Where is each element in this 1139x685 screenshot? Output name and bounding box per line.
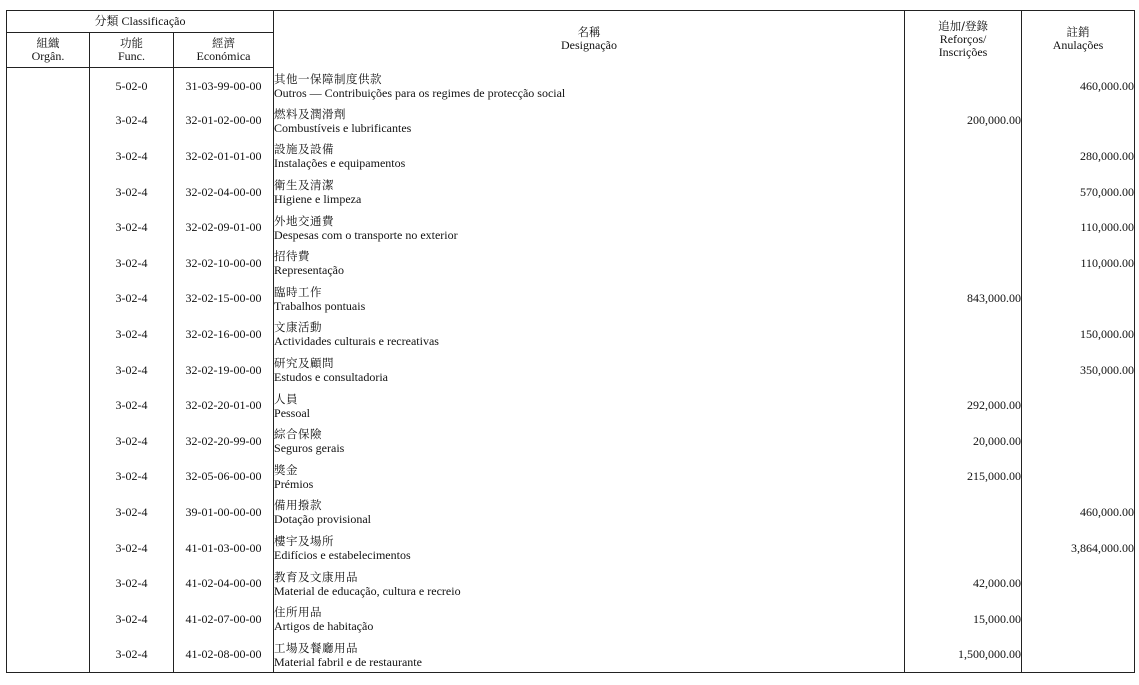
func-code-cell: 3-02-4: [90, 637, 174, 673]
func-code-cell: 5-02-0: [90, 68, 174, 104]
reforco-cell: 1,500,000.00: [905, 637, 1022, 673]
designation-zh: 燃料及潤滑劑: [274, 106, 347, 121]
reforco-cell: [905, 68, 1022, 104]
anulacao-cell: 150,000.00: [1022, 317, 1135, 353]
func-code-cell: 3-02-4: [90, 495, 174, 531]
table-row: [7, 352, 1135, 388]
reforco-cell: [905, 530, 1022, 566]
designation-pt: Seguros gerais: [274, 441, 345, 456]
table-row: [7, 530, 1135, 566]
organ-cell: [7, 210, 90, 246]
table-row: [7, 68, 1135, 104]
designation-zh: 獎金: [274, 462, 299, 477]
organ-cell: [7, 174, 90, 210]
func-code-cell: 3-02-4: [90, 317, 174, 353]
designation-zh: 設施及設備: [274, 142, 335, 157]
designation-zh: 研究及顧問: [274, 356, 335, 371]
eco-code-cell: 41-02-08-00-00: [174, 637, 274, 673]
table-row: [7, 495, 1135, 531]
designation-cell: [274, 352, 905, 388]
designation-zh: 招待費: [274, 249, 311, 264]
designation-cell: [274, 245, 905, 281]
eco-header-zh: 經濟: [212, 36, 235, 50]
reforcos-header-pt2: Inscrições: [938, 44, 988, 59]
func-code-cell: 3-02-4: [90, 601, 174, 637]
designation-cell: [274, 530, 905, 566]
designation-cell: [274, 566, 905, 602]
reforco-cell: 15,000.00: [905, 601, 1022, 637]
table-row: [7, 210, 1135, 246]
designation-zh: 臨時工作: [274, 284, 323, 299]
designation-zh: 住所用品: [274, 605, 323, 620]
budget-table: [6, 10, 1135, 673]
table-row: [7, 637, 1135, 673]
eco-code-cell: 32-02-16-00-00: [174, 317, 274, 353]
func-code-cell: 3-02-4: [90, 245, 174, 281]
organ-cell: [7, 352, 90, 388]
designation-cell: [274, 139, 905, 175]
table-row: [7, 601, 1135, 637]
eco-code-cell: 31-03-99-00-00: [174, 68, 274, 104]
designation-zh: 綜合保險: [274, 427, 323, 442]
anulacao-cell: [1022, 103, 1135, 139]
organ-cell: [7, 530, 90, 566]
organ-header-pt: Orgân.: [31, 49, 65, 63]
func-code-cell: 3-02-4: [90, 174, 174, 210]
reforco-cell: [905, 317, 1022, 353]
designation-pt: Higiene e limpeza: [274, 192, 362, 207]
anulacao-cell: 460,000.00: [1022, 68, 1135, 104]
designation-pt: Instalações e equipamentos: [274, 156, 406, 171]
reforco-cell: 292,000.00: [905, 388, 1022, 424]
organ-cell: [7, 103, 90, 139]
eco-code-cell: 32-05-06-00-00: [174, 459, 274, 495]
designation-cell: [274, 388, 905, 424]
eco-header: [174, 33, 274, 68]
anulacao-cell: [1022, 281, 1135, 317]
reforco-cell: 20,000.00: [905, 423, 1022, 459]
anulacoes-header-pt: Anulações: [1052, 38, 1104, 53]
designation-pt: Combustíveis e lubrificantes: [274, 120, 412, 135]
table-row: [7, 245, 1135, 281]
organ-cell: [7, 459, 90, 495]
designation-cell: [274, 103, 905, 139]
designation-zh: 人員: [274, 391, 299, 406]
designation-cell: [274, 317, 905, 353]
designation-pt: Estudos e consultadoria: [274, 370, 388, 385]
designation-pt: Despesas com o transporte no exterior: [274, 227, 458, 242]
organ-cell: [7, 317, 90, 353]
anulacao-cell: 110,000.00: [1022, 210, 1135, 246]
eco-code-cell: 32-02-01-01-00: [174, 139, 274, 175]
designation-pt: Edifícios e estabelecimentos: [274, 548, 411, 563]
designation-zh: 樓宇及場所: [274, 534, 335, 549]
table-row: [7, 566, 1135, 602]
func-code-cell: 3-02-4: [90, 459, 174, 495]
designation-pt: Representação: [274, 263, 344, 278]
organ-cell: [7, 601, 90, 637]
organ-cell: [7, 566, 90, 602]
func-code-cell: 3-02-4: [90, 103, 174, 139]
table-body: [7, 68, 1135, 673]
reforco-cell: 215,000.00: [905, 459, 1022, 495]
designation-cell: [274, 459, 905, 495]
func-code-cell: 3-02-4: [90, 566, 174, 602]
designation-header-zh: 名稱: [577, 25, 601, 40]
designation-zh: 衛生及清潔: [274, 178, 335, 193]
eco-code-cell: 32-02-15-00-00: [174, 281, 274, 317]
designation-pt: Actividades culturais e recreativas: [274, 334, 439, 349]
organ-cell: [7, 68, 90, 104]
organ-cell: [7, 139, 90, 175]
anulacao-cell: 570,000.00: [1022, 174, 1135, 210]
eco-code-cell: 41-02-04-00-00: [174, 566, 274, 602]
eco-code-cell: 39-01-00-00-00: [174, 495, 274, 531]
reforcos-header: [905, 11, 1022, 68]
reforco-cell: [905, 495, 1022, 531]
designation-pt: Dotação provisional: [274, 512, 371, 527]
reforco-cell: 843,000.00: [905, 281, 1022, 317]
eco-code-cell: 32-01-02-00-00: [174, 103, 274, 139]
table-row: [7, 174, 1135, 210]
func-code-cell: 3-02-4: [90, 388, 174, 424]
table-row: [7, 388, 1135, 424]
anulacao-cell: 110,000.00: [1022, 245, 1135, 281]
designation-pt: Artigos de habitação: [274, 619, 374, 634]
designation-zh: 其他一保障制度供款: [274, 72, 383, 87]
organ-header: [7, 33, 90, 68]
anulacao-cell: 350,000.00: [1022, 352, 1135, 388]
designation-pt: Outros — Contribuições para os regimes de protecção social: [274, 86, 566, 101]
organ-cell: [7, 495, 90, 531]
organ-cell: [7, 245, 90, 281]
eco-code-cell: 32-02-10-00-00: [174, 245, 274, 281]
designation-pt: Material de educação, cultura e recreio: [274, 583, 461, 598]
designation-zh: 備用撥款: [274, 498, 323, 513]
func-code-cell: 3-02-4: [90, 210, 174, 246]
organ-cell: [7, 637, 90, 673]
designation-cell: [274, 210, 905, 246]
anulacao-cell: 460,000.00: [1022, 495, 1135, 531]
anulacao-cell: [1022, 637, 1135, 673]
designation-header: [274, 11, 905, 68]
eco-code-cell: 32-02-19-00-00: [174, 352, 274, 388]
eco-header-pt: Económica: [196, 49, 251, 63]
anulacao-cell: [1022, 388, 1135, 424]
organ-cell: [7, 423, 90, 459]
organ-cell: [7, 281, 90, 317]
anulacao-cell: [1022, 566, 1135, 602]
reforco-cell: [905, 139, 1022, 175]
anulacao-cell: [1022, 459, 1135, 495]
reforco-cell: 42,000.00: [905, 566, 1022, 602]
func-code-cell: 3-02-4: [90, 423, 174, 459]
eco-code-cell: 32-02-09-01-00: [174, 210, 274, 246]
designation-pt: Pessoal: [274, 405, 311, 420]
organ-cell: [7, 388, 90, 424]
table-row: [7, 459, 1135, 495]
designation-cell: [274, 174, 905, 210]
func-code-cell: 3-02-4: [90, 281, 174, 317]
table-row: [7, 317, 1135, 353]
func-header: [90, 33, 174, 68]
designation-zh: 外地交通費: [274, 213, 335, 228]
func-code-cell: 3-02-4: [90, 352, 174, 388]
func-code-cell: 3-02-4: [90, 139, 174, 175]
organ-header-zh: 組織: [36, 36, 60, 50]
reforcos-header-pt1: Reforços/: [939, 31, 987, 46]
designation-cell: [274, 68, 905, 104]
reforcos-header-zh: 追加/登錄: [938, 18, 988, 33]
eco-code-cell: 32-02-20-99-00: [174, 423, 274, 459]
reforco-cell: [905, 245, 1022, 281]
func-code-cell: 3-02-4: [90, 530, 174, 566]
designation-cell: [274, 637, 905, 673]
eco-code-cell: 41-02-07-00-00: [174, 601, 274, 637]
designation-cell: [274, 423, 905, 459]
designation-pt: Prémios: [274, 476, 314, 491]
designation-zh: 文康活動: [274, 320, 323, 335]
designation-cell: [274, 281, 905, 317]
designation-zh: 工場及餐廳用品: [274, 640, 359, 655]
anulacao-cell: [1022, 423, 1135, 459]
eco-code-cell: 32-02-20-01-00: [174, 388, 274, 424]
anulacoes-header: [1022, 11, 1135, 68]
eco-code-cell: 32-02-04-00-00: [174, 174, 274, 210]
designation-pt: Material fabril e de restaurante: [274, 654, 422, 669]
anulacao-cell: 3,864,000.00: [1022, 530, 1135, 566]
eco-code-cell: 41-01-03-00-00: [174, 530, 274, 566]
classification-header: 分類 Classificação: [7, 11, 274, 33]
anulacoes-header-zh: 註銷: [1066, 25, 1090, 40]
reforco-cell: [905, 352, 1022, 388]
designation-pt: Trabalhos pontuais: [274, 298, 366, 313]
reforco-cell: [905, 174, 1022, 210]
designation-zh: 教育及文康用品: [274, 569, 359, 584]
func-header-zh: 功能: [120, 36, 143, 50]
designation-cell: [274, 495, 905, 531]
func-header-pt: Func.: [118, 49, 145, 63]
table-row: [7, 103, 1135, 139]
reforco-cell: 200,000.00: [905, 103, 1022, 139]
table-row: [7, 281, 1135, 317]
table-row: [7, 423, 1135, 459]
table-row: [7, 139, 1135, 175]
designation-cell: [274, 601, 905, 637]
anulacao-cell: 280,000.00: [1022, 139, 1135, 175]
designation-header-pt: Designação: [561, 38, 617, 53]
reforco-cell: [905, 210, 1022, 246]
anulacao-cell: [1022, 601, 1135, 637]
